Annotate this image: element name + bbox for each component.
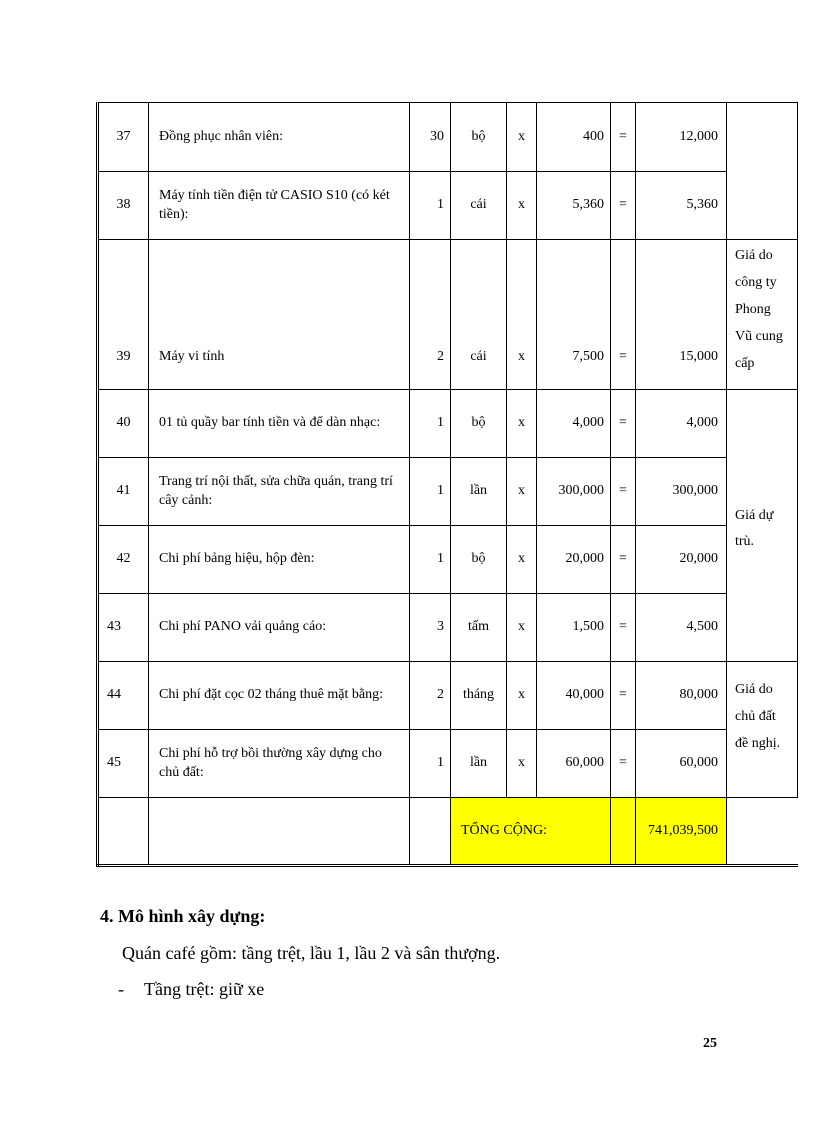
table-row [98, 172, 798, 240]
multiply-sign: x [507, 594, 537, 662]
item-total: 80,000 [636, 662, 727, 730]
item-unit: lần [451, 730, 507, 798]
item-unit: lần [451, 458, 507, 526]
multiply-sign: x [507, 526, 537, 594]
item-total: 15,000 [636, 240, 727, 390]
item-unit: cái [451, 240, 507, 390]
multiply-sign: x [507, 172, 537, 240]
item-quantity: 1 [410, 458, 451, 526]
item-quantity: 1 [410, 730, 451, 798]
sum-label: TỔNG CỘNG: [451, 798, 611, 866]
table-row [98, 103, 798, 172]
item-unit: tháng [451, 662, 507, 730]
item-name: Đồng phục nhân viên: [149, 103, 410, 172]
equals-sign: = [611, 103, 636, 172]
item-unit: bộ [451, 390, 507, 458]
empty-cell [410, 798, 451, 866]
table-row [98, 594, 798, 662]
item-quantity: 30 [410, 103, 451, 172]
equals-sign: = [611, 172, 636, 240]
item-name: Máy tính tiền điện tử CASIO S10 (có két tiền): [149, 172, 410, 240]
note-cell [727, 103, 798, 240]
bullet-text: Tầng trệt: giữ xe [144, 979, 265, 999]
section-heading: 4. Mô hình xây dựng: [100, 906, 266, 926]
row-number: 38 [98, 172, 149, 240]
item-unit: bộ [451, 103, 507, 172]
row-number: 44 [98, 662, 149, 730]
item-unit-price: 400 [537, 103, 611, 172]
multiply-sign: x [507, 458, 537, 526]
item-name: Chi phí PANO vải quảng cáo: [149, 594, 410, 662]
cost-table [96, 102, 798, 867]
item-quantity: 2 [410, 662, 451, 730]
note-phong-vu: Giá do công ty Phong Vũ cung cấp [727, 240, 798, 390]
note-du-tru: Giá dự trù. [727, 390, 798, 662]
item-unit-price: 4,000 [537, 390, 611, 458]
table-row [98, 390, 798, 458]
item-quantity: 3 [410, 594, 451, 662]
sum-total: 741,039,500 [636, 798, 727, 866]
item-total: 5,360 [636, 172, 727, 240]
item-quantity: 2 [410, 240, 451, 390]
row-number: 41 [98, 458, 149, 526]
item-total: 4,000 [636, 390, 727, 458]
multiply-sign: x [507, 730, 537, 798]
item-unit-price: 5,360 [537, 172, 611, 240]
item-quantity: 1 [410, 172, 451, 240]
row-number: 39 [98, 240, 149, 390]
bullet-item [118, 979, 264, 1000]
empty-cell [727, 798, 798, 866]
item-name: Trang trí nội thất, sửa chữa quán, trang trí cây cảnh: [149, 458, 410, 526]
item-quantity: 1 [410, 390, 451, 458]
empty-cell [98, 798, 149, 866]
item-quantity: 1 [410, 526, 451, 594]
equals-sign: = [611, 240, 636, 390]
equals-sign: = [611, 594, 636, 662]
multiply-sign: x [507, 390, 537, 458]
row-number: 40 [98, 390, 149, 458]
item-unit-price: 300,000 [537, 458, 611, 526]
bullet-dash: - [118, 979, 124, 999]
item-unit: cái [451, 172, 507, 240]
table-row [98, 526, 798, 594]
section-paragraph: Quán café gồm: tầng trệt, lầu 1, lầu 2 và sân thượng. [122, 943, 501, 963]
table-row [98, 458, 798, 526]
empty-cell [149, 798, 410, 866]
multiply-sign: x [507, 240, 537, 390]
item-unit-price: 1,500 [537, 594, 611, 662]
item-unit: bộ [451, 526, 507, 594]
note-chu-dat: Giá do chủ đất đề nghị. [727, 662, 798, 798]
item-name: Máy vi tính [149, 240, 410, 390]
row-number: 43 [98, 594, 149, 662]
item-unit-price: 60,000 [537, 730, 611, 798]
item-unit-price: 20,000 [537, 526, 611, 594]
table-row [98, 730, 798, 798]
item-name: Chi phí đặt cọc 02 tháng thuê mặt bằng: [149, 662, 410, 730]
multiply-sign: x [507, 662, 537, 730]
item-total: 4,500 [636, 594, 727, 662]
equals-sign: = [611, 458, 636, 526]
multiply-sign: x [507, 103, 537, 172]
page-number: 25 [703, 1036, 717, 1051]
empty-cell [611, 798, 636, 866]
item-name: Chi phí hỗ trợ bồi thường xây dựng cho chủ đất: [149, 730, 410, 798]
item-name: 01 tủ quầy bar tính tiền và để dàn nhạc: [149, 390, 410, 458]
table-row [98, 240, 798, 390]
item-unit-price: 40,000 [537, 662, 611, 730]
equals-sign: = [611, 390, 636, 458]
item-name: Chi phí bảng hiệu, hộp đèn: [149, 526, 410, 594]
item-total: 60,000 [636, 730, 727, 798]
item-unit-price: 7,500 [537, 240, 611, 390]
table-total-row [98, 798, 798, 866]
equals-sign: = [611, 730, 636, 798]
row-number: 37 [98, 103, 149, 172]
equals-sign: = [611, 662, 636, 730]
row-number: 42 [98, 526, 149, 594]
equals-sign: = [611, 526, 636, 594]
item-total: 12,000 [636, 103, 727, 172]
table-row [98, 662, 798, 730]
item-total: 300,000 [636, 458, 727, 526]
item-unit: tấm [451, 594, 507, 662]
item-total: 20,000 [636, 526, 727, 594]
row-number: 45 [98, 730, 149, 798]
